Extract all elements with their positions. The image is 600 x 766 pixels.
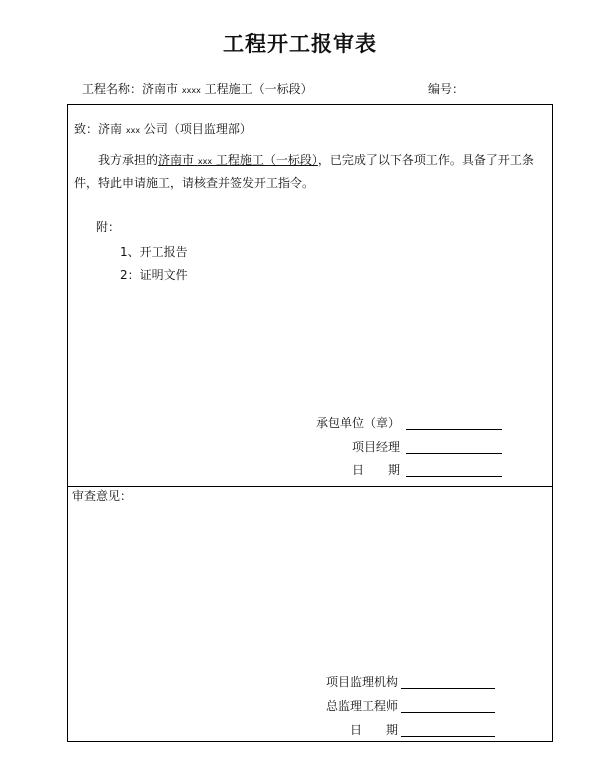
body-rest: ，已完成了以下各项工作。具备了开工条 <box>317 153 534 167</box>
project-name-rest: 工程施工（一标段） <box>200 82 313 96</box>
manager-label: 项目经理 <box>351 440 400 454</box>
addressee-placeholder: xxx <box>125 126 141 135</box>
body-project-underlined <box>158 153 318 167</box>
project-placeholder: xxxx <box>181 86 201 95</box>
section-divider <box>68 486 552 487</box>
supervision-agency-line <box>401 688 495 689</box>
contractor-label: 承包单位（章） <box>315 416 400 430</box>
addressee-prefix: 致：济南 <box>74 122 123 136</box>
attachment-item: 2：证明文件 <box>120 268 188 282</box>
form-box <box>67 104 553 742</box>
review-date-line <box>401 736 495 737</box>
contractor-date-line <box>406 476 502 477</box>
body-project: 工程施工（一标段） <box>212 153 318 167</box>
form-title: 工程开工报审表 <box>223 32 377 56</box>
form-number-label: 编号： <box>428 82 465 96</box>
addressee <box>74 121 252 139</box>
attachments-label: 附： <box>96 220 121 234</box>
body-placeholder: xxx <box>197 157 213 166</box>
contractor-signature-line <box>406 429 502 430</box>
contractor-date-label: 日 期 <box>351 463 400 477</box>
chief-engineer-label: 总监理工程师 <box>325 699 398 713</box>
body-city: 济南市 <box>158 153 195 167</box>
addressee-rest: 公司（项目监理部） <box>140 122 252 136</box>
supervision-agency-label: 项目监理机构 <box>325 675 398 689</box>
manager-signature-line <box>406 453 502 454</box>
body-line-1 <box>98 152 534 170</box>
body-line-2: 件，特此申请施工，请核查并签发开工指令。 <box>74 176 315 190</box>
review-date-label: 日 期 <box>349 723 398 737</box>
project-name-label: 工程名称： <box>82 82 143 96</box>
attachment-item: 1、开工报告 <box>120 245 188 259</box>
review-opinion-label: 审查意见： <box>72 489 133 503</box>
project-name <box>82 80 313 97</box>
body-prefix: 我方承担的 <box>98 153 159 167</box>
project-city: 济南市 <box>142 82 179 96</box>
chief-engineer-line <box>401 712 495 713</box>
